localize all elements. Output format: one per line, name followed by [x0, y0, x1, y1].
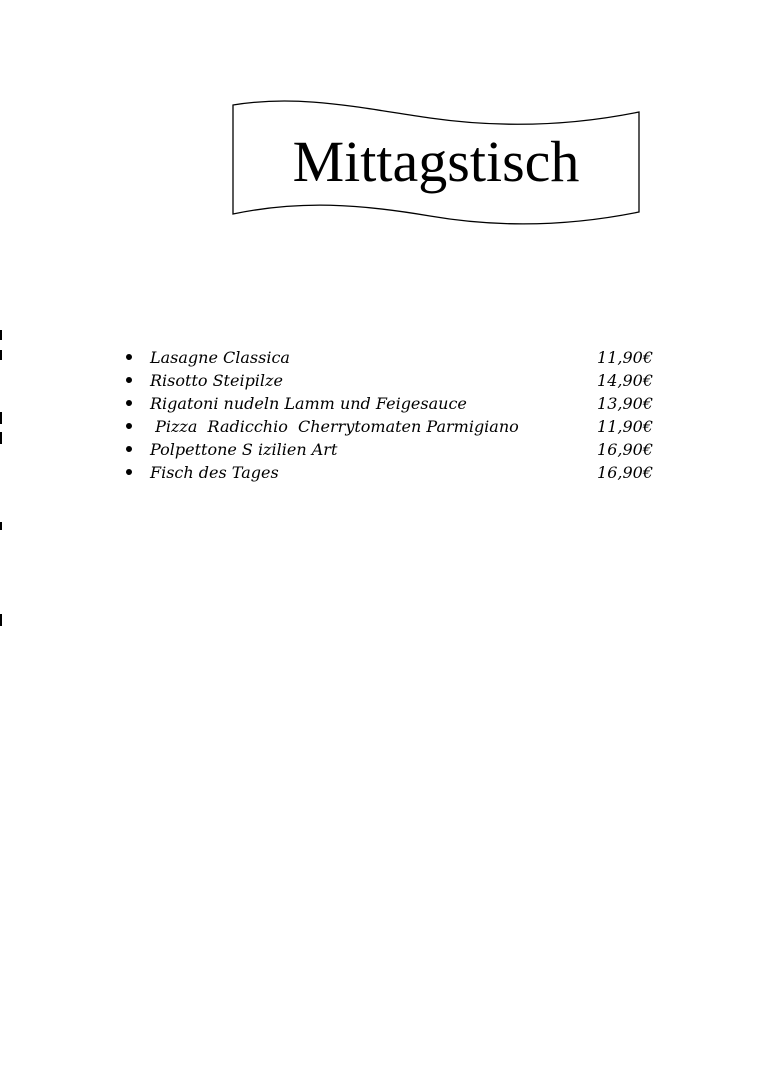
menu-item — [120, 415, 665, 438]
dish-name: Pizza Radicchio Cherrytomaten Parmigiano — [150, 417, 519, 436]
dish-name: Lasagne Classica — [150, 348, 290, 367]
lunch-menu-list — [120, 346, 665, 484]
dish-name: Rigatoni nudeln Lamm und Feigesauce — [150, 394, 467, 413]
page-title: Mittagstisch — [292, 129, 580, 194]
title-banner — [230, 100, 642, 228]
menu-item — [120, 369, 665, 392]
scan-edge-mark — [0, 522, 2, 530]
dish-price: 14,90€ — [597, 371, 653, 390]
menu-item — [120, 392, 665, 415]
menu-item — [120, 461, 665, 484]
dish-price: 11,90€ — [597, 417, 653, 436]
dish-name: Polpettone S izilien Art — [150, 440, 338, 459]
bullet-icon — [126, 400, 132, 406]
scan-edge-mark — [0, 614, 2, 626]
bullet-icon — [126, 423, 132, 429]
scan-edge-mark — [0, 330, 2, 340]
dish-price: 16,90€ — [597, 463, 653, 482]
bullet-icon — [126, 469, 132, 475]
scan-edge-mark — [0, 412, 2, 424]
menu-item — [120, 438, 665, 461]
scan-edge-mark — [0, 432, 2, 444]
dish-name: Risotto Steipilze — [150, 371, 283, 390]
bullet-icon — [126, 354, 132, 360]
dish-name: Fisch des Tages — [150, 463, 279, 482]
bullet-icon — [126, 446, 132, 452]
menu-item — [120, 346, 665, 369]
dish-price: 16,90€ — [597, 440, 653, 459]
dish-price: 13,90€ — [597, 394, 653, 413]
bullet-icon — [126, 377, 132, 383]
dish-price: 11,90€ — [597, 348, 653, 367]
scan-edge-mark — [0, 350, 2, 360]
